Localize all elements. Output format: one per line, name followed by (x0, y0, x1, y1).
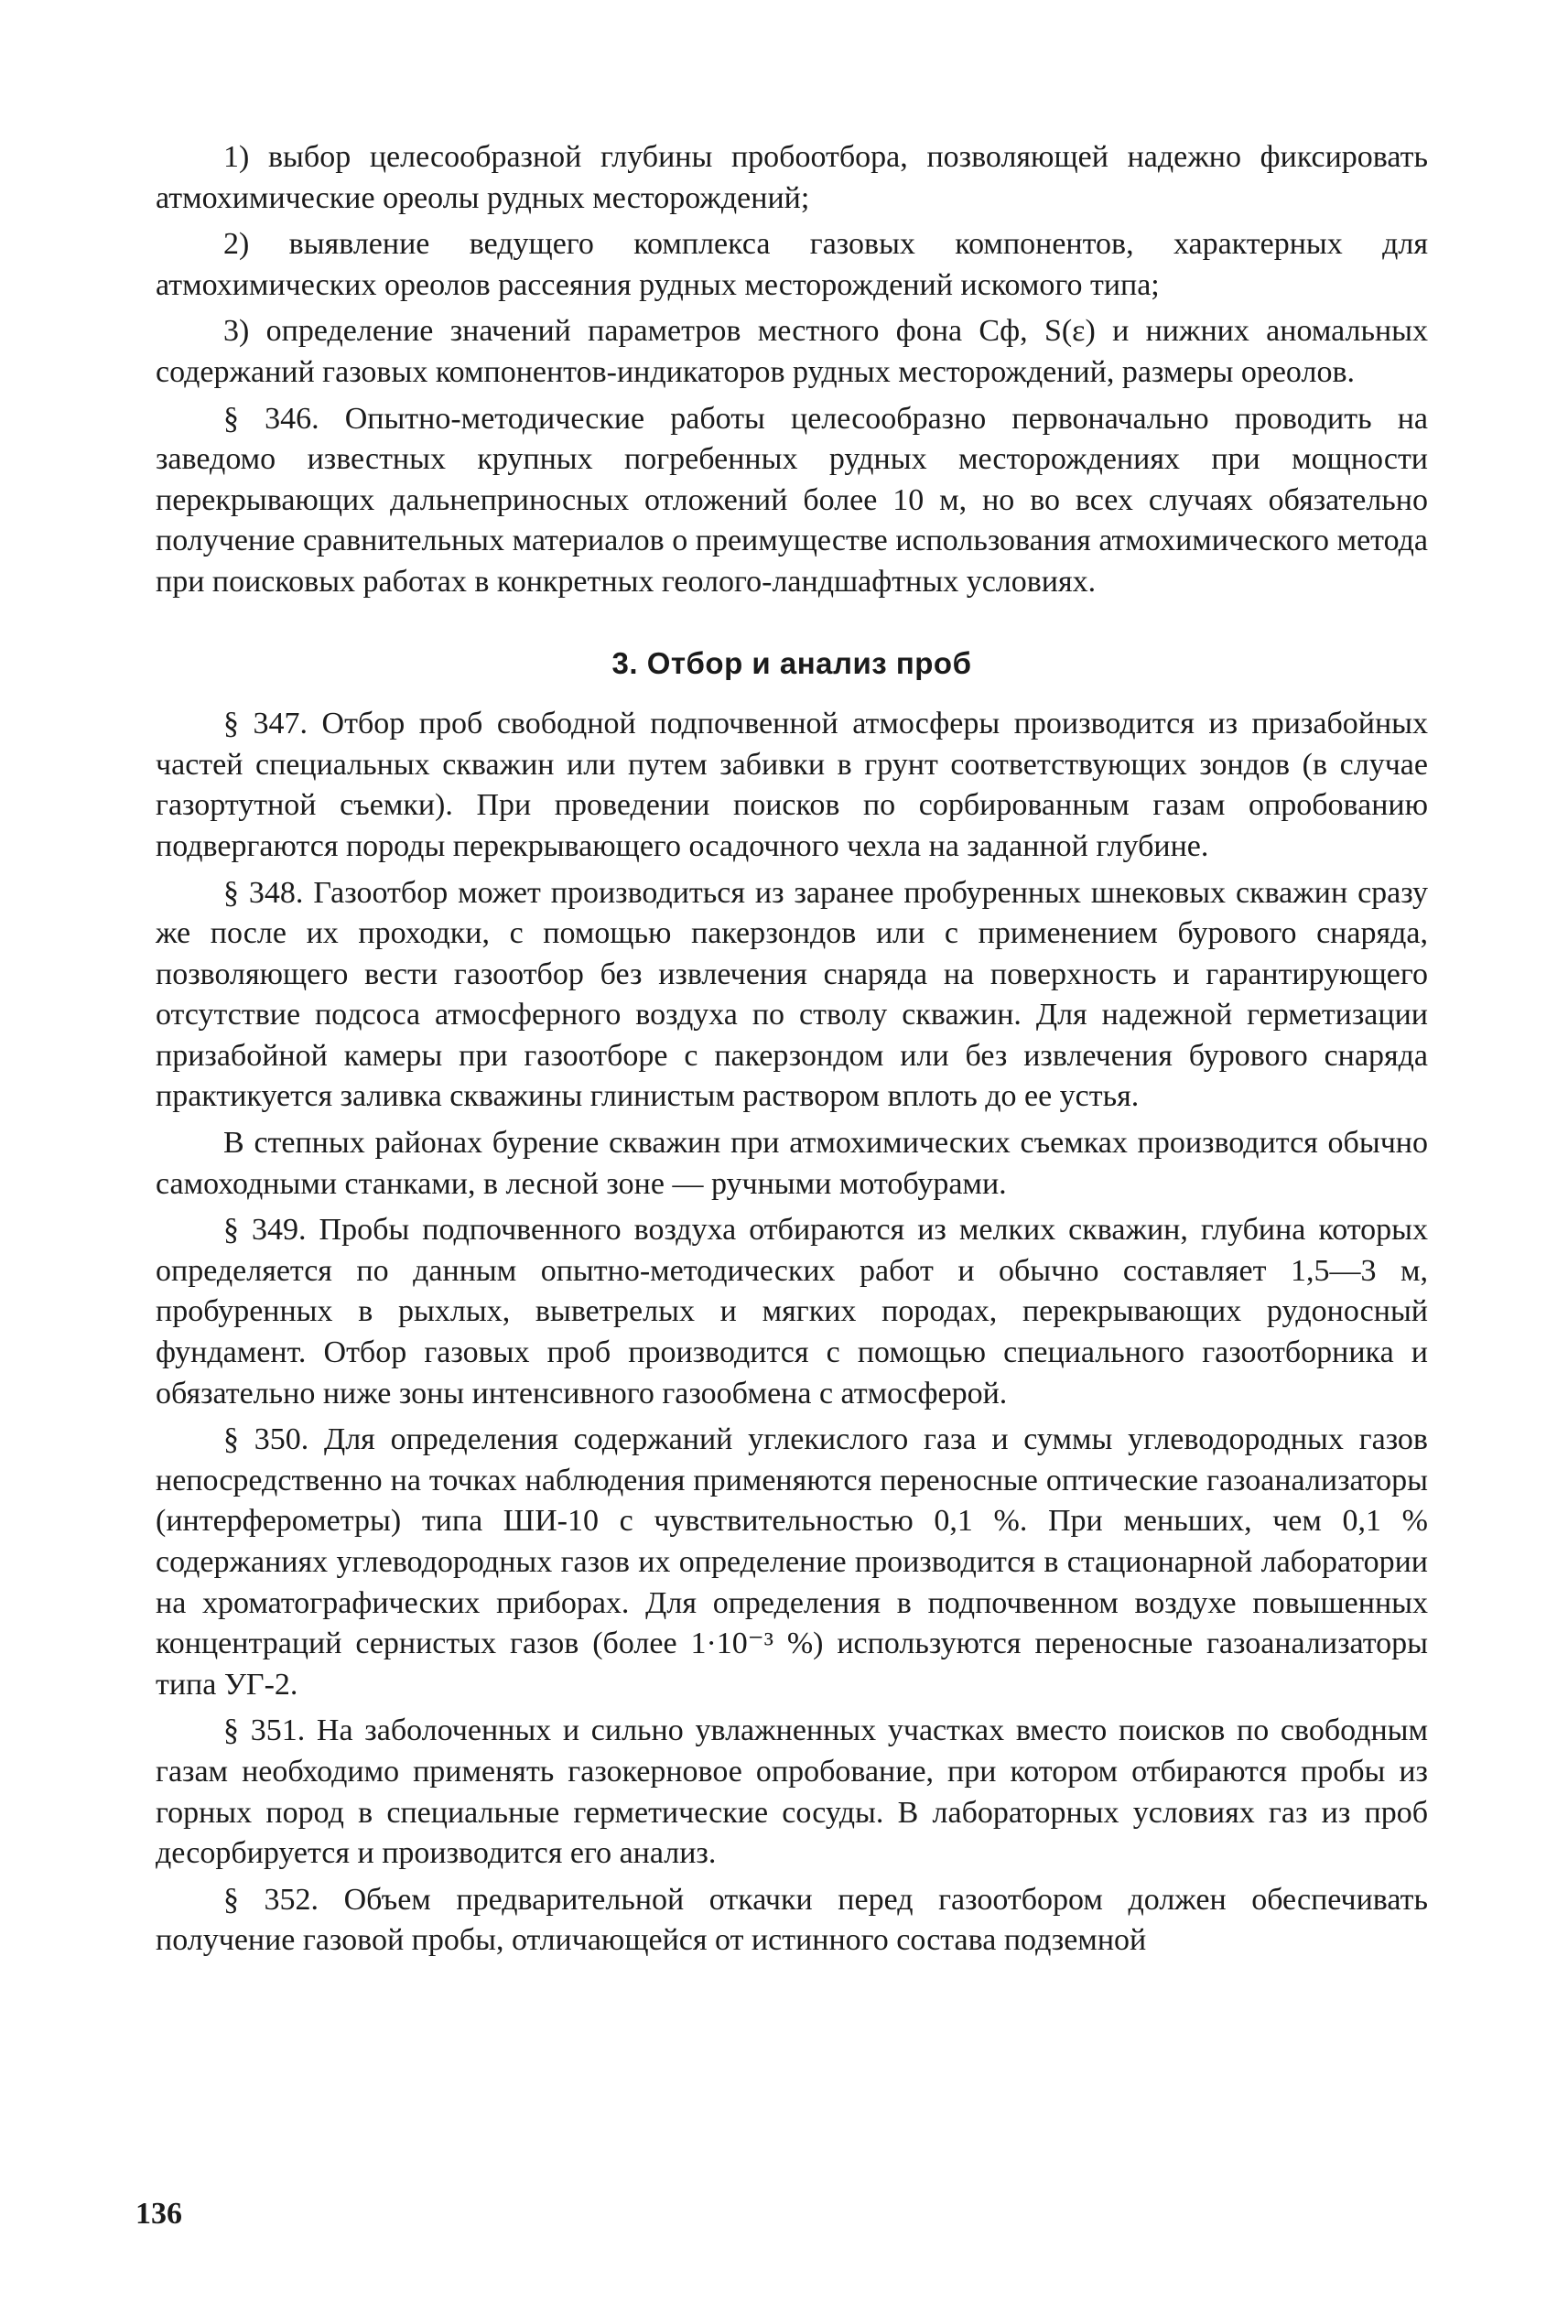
paragraph-steppe: В степных районах бурение скважин при атмохимических съемках производится обычно самоходными станками, в лесной зоне — ручными мотобурами. (156, 1126, 1428, 1201)
list-item-1: 1) выбор целесообразной глубины пробоотбора, позволяющей надежно фиксировать атмохимические ореолы рудных месторождений; (156, 140, 1428, 215)
section-heading: 3. Отбор и анализ проб (611, 645, 972, 680)
paragraph-349: § 349. Пробы подпочвенного воздуха отбираются из мелких скважин, глубина которых определяется по данным опытно-методических работ и обычно составляет 1,5—3 м, пробуренных в рыхлых, выветрелых и мягких породах, перекрывающих рудоносный фундамент. Отбор газовых проб производится с помощью специального газоотборника и обязательно ниже зоны интенсивного газообмена с атмосферой. (156, 1213, 1428, 1411)
list-item-2: 2) выявление ведущего комплекса газовых компонентов, характерных для атмохимических ореолов рассеяния рудных месторождений искомого типа; (156, 227, 1428, 302)
body-text (156, 137, 1428, 1962)
page-number: 136 (135, 2197, 182, 2231)
paragraph-350: § 350. Для определения содержаний углекислого газа и суммы углеводородных газов непосредственно на точках наблюдения применяются переносные оптические газоанализаторы (интерферометры) типа ШИ-10 с чувствительностью 0,1 %. При меньших, чем 0,1 % содержаниях углеводородных газов их определение производится в стационарной лаборатории на хроматографических приборах. Для определения в подпочвенном воздухе повышенных концентраций сернистых газов (более 1·10⁻³ %) используются переносные газоанализаторы типа УГ-2. (156, 1422, 1428, 1702)
paragraph-352: § 352. Объем предварительной откачки перед газоотбором должен обеспечивать получение газовой пробы, отличающейся от истинного состава подземной (156, 1882, 1428, 1958)
paragraph-351: § 351. На заболоченных и сильно увлажненных участках вместо поисков по свободным газам необходимо применять газокерновое опробование, при котором отбираются пробы из горных пород в специальные герметические сосуды. В лабораторных условиях газ из проб десорбируется и производится его анализ. (156, 1713, 1428, 1871)
paragraph-348: § 348. Газоотбор может производиться из заранее пробуренных шнековых скважин сразу же после их проходки, с помощью пакерзондов или с применением бурового снаряда, позволяющего вести газоотбор без извлечения снаряда на поверхность и гарантирующего отсутствие подсоса атмосферного воздуха по стволу скважин. Для надежной герметизации призабойной камеры при газоотборе с пакерзондом или без извлечения бурового снаряда практикуется заливка скважины глинистым раствором вплоть до ее устья. (156, 875, 1428, 1114)
list-item-3: 3) определение значений параметров местного фона Cф, S(ε) и нижних аномальных содержаний газовых компонентов-индикаторов рудных месторождений, размеры ореолов. (156, 314, 1428, 389)
paragraph-347: § 347. Отбор проб свободной подпочвенной атмосферы производится из призабойных частей специальных скважин или путем забивки в грунт соответствующих зондов (в случае газортутной съемки). При проведении поисков по сорбированным газам опробованию подвергаются породы перекрывающего осадочного чехла на заданной глубине. (156, 707, 1428, 863)
paragraph-346: § 346. Опытно-методические работы целесообразно первоначально проводить на заведомо известных крупных погребенных рудных месторождениях при мощности перекрывающих дальнеприносных отложений более 10 м, но во всех случаях обязательно получение сравнительных материалов о преимуществе использования атмохимического метода при поисковых работах в конкретных геолого-ландшафтных условиях. (156, 401, 1428, 599)
